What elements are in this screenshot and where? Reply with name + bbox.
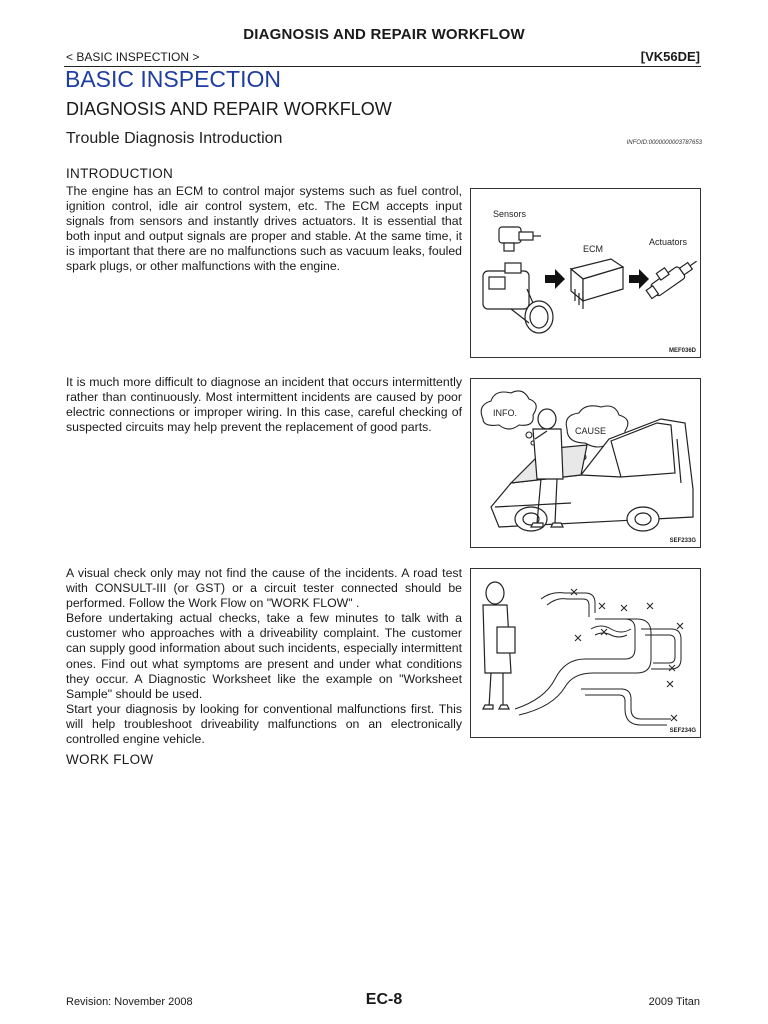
ecm-label: ECM — [583, 244, 603, 254]
ecm-icon — [571, 259, 623, 309]
clipboard-icon — [497, 627, 515, 653]
intro-paragraph-2-text: It is much more difficult to diagnose an incident that occurs intermittently rather than continuously. Most intermittent incidents are caused by poor electric connections or improper wiring. In this case, careful checking of suspected circuits may help prevent the replacement of good parts. — [66, 375, 462, 435]
intro-paragraph-3 — [66, 566, 462, 747]
cause-label: CAUSE — [575, 426, 607, 436]
running-header-title: DIAGNOSIS AND REPAIR WORKFLOW — [243, 26, 525, 43]
dead-end-marks — [571, 589, 683, 721]
maze-paths — [515, 593, 681, 725]
wiring-maze-figure — [470, 568, 701, 738]
intro-paragraph-1-text: The engine has an ECM to control major systems such as fuel control, ignition control, idle air control system, etc. The ECM accepts input signals from sensors and instantly drives actuators. It is essential that both input and output signals are proper and stable. At the same time, it is important that there are no malfunctions such as vacuum leaks, fouled spark plugs, or other malfunctions with the engine. — [66, 184, 462, 274]
actuator-icon — [642, 251, 700, 301]
topic-title: Trouble Diagnosis Introduction — [66, 130, 283, 147]
introduction-heading: INTRODUCTION — [66, 166, 174, 181]
paragraph-line: Before undertaking actual checks, take a few minutes to talk with a customer who approaches with a driveability complaint. The customer can supply good information about such incidents, especially intermittent ones. Find out what symptoms are present and under what conditions they occur. A Diagnostic Worksheet like the example on "Worksheet Sample" should be used. — [66, 611, 462, 701]
car-diagnosis-figure — [470, 378, 701, 548]
footer-model: 2009 Titan — [648, 996, 700, 1008]
intro-paragraph-1 — [66, 184, 462, 275]
person-icon — [483, 582, 515, 709]
workflow-heading: WORK FLOW — [66, 752, 154, 767]
section-title: BASIC INSPECTION — [65, 66, 281, 92]
actuators-label: Actuators — [649, 237, 688, 247]
sensor-icon — [499, 227, 541, 251]
figure-code: SEF233G — [669, 538, 696, 544]
arrow-icon — [629, 269, 649, 289]
ecm-system-figure — [470, 188, 701, 358]
info-label: INFO. — [493, 408, 517, 418]
air-flow-sensor-icon — [483, 263, 553, 333]
footer-revision: Revision: November 2008 — [66, 996, 193, 1008]
intro-paragraph-2 — [66, 375, 462, 435]
info-id: INFOID:0000000003787653 — [626, 140, 702, 146]
paragraph-line: A visual check only may not find the cause of the incidents. A road test with CONSULT-III (or GST) or a circuit tester connected should be performed. Follow the Work Flow on "WORK FLOW" . — [66, 566, 462, 611]
car-diagnosis-illustration — [471, 379, 700, 547]
figure-code: MEF036D — [668, 348, 696, 354]
paragraph-line: Start your diagnosis by looking for conventional malfunctions first. This will help troubleshoot driveability malfunctions on an electronically controlled engine vehicle. — [66, 701, 462, 747]
wiring-maze-illustration — [471, 569, 700, 737]
section-subtitle: DIAGNOSIS AND REPAIR WORKFLOW — [66, 99, 392, 119]
arrow-icon — [545, 269, 565, 289]
breadcrumb: < BASIC INSPECTION > — [66, 50, 200, 64]
figure-code: SEF234G — [669, 728, 696, 734]
footer-page-number: EC-8 — [365, 991, 403, 1008]
sensors-label: Sensors — [493, 209, 527, 219]
model-code: [VK56DE] — [640, 49, 700, 64]
